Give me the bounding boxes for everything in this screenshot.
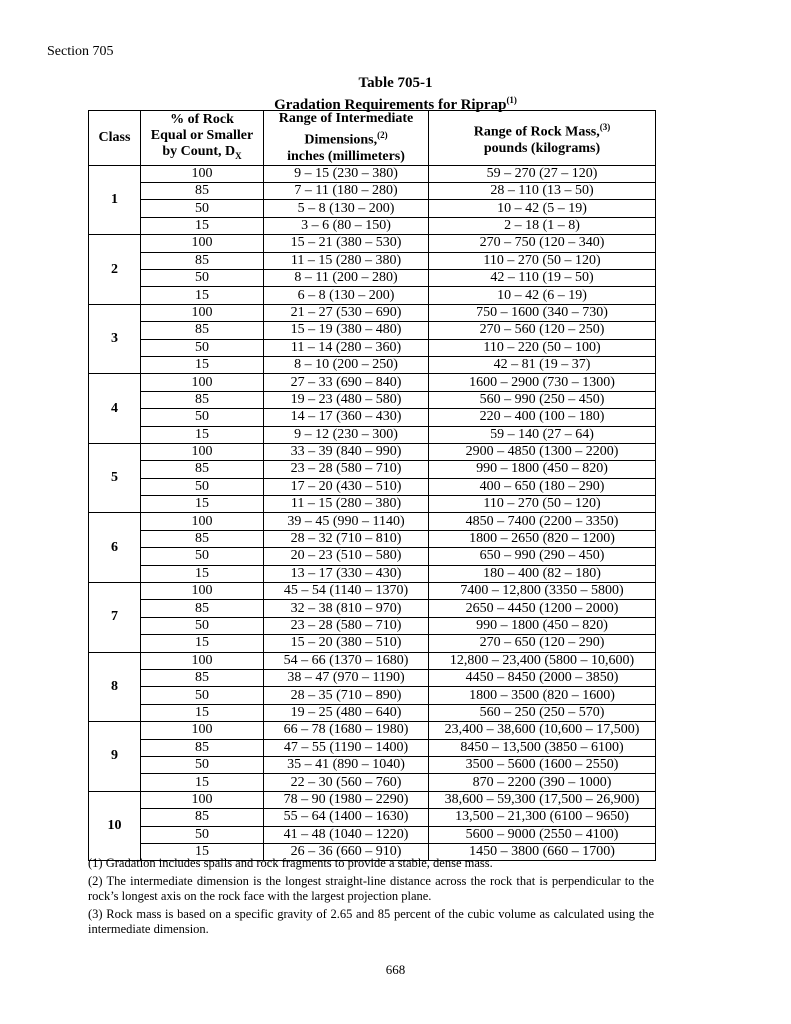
mass-cell: 1800 – 2650 (820 – 1200) [429, 530, 656, 547]
mass-cell: 990 – 1800 (450 – 820) [429, 617, 656, 634]
mass-cell: 180 – 400 (82 – 180) [429, 565, 656, 582]
dimension-cell: 15 – 19 (380 – 480) [264, 322, 429, 339]
table-number: Table 705-1 [358, 75, 433, 91]
dimension-cell: 19 – 25 (480 – 640) [264, 704, 429, 721]
table-row [89, 687, 656, 704]
dimension-cell: 9 – 12 (230 – 300) [264, 426, 429, 443]
table-row [89, 530, 656, 547]
table-row [89, 635, 656, 652]
mass-cell: 28 – 110 (13 – 50) [429, 183, 656, 200]
table-row [89, 722, 656, 739]
table-body [89, 165, 656, 861]
dimension-cell: 41 – 48 (1040 – 1220) [264, 826, 429, 843]
percent-cell: 85 [141, 600, 264, 617]
percent-cell: 15 [141, 704, 264, 721]
percent-cell: 15 [141, 843, 264, 860]
class-cell: 2 [89, 235, 141, 305]
percent-cell: 100 [141, 513, 264, 530]
class-cell: 6 [89, 513, 141, 583]
dimension-cell: 8 – 10 (200 – 250) [264, 356, 429, 373]
dimension-cell: 20 – 23 (510 – 580) [264, 548, 429, 565]
table-row [89, 809, 656, 826]
dimension-cell: 33 – 39 (840 – 990) [264, 443, 429, 460]
mass-cell: 10 – 42 (6 – 19) [429, 287, 656, 304]
dimension-cell: 19 – 23 (480 – 580) [264, 391, 429, 408]
dimension-cell: 8 – 11 (200 – 280) [264, 270, 429, 287]
table-row [89, 478, 656, 495]
table-row [89, 391, 656, 408]
table-row [89, 252, 656, 269]
percent-cell: 100 [141, 304, 264, 321]
dimension-cell: 23 – 28 (580 – 710) [264, 461, 429, 478]
dimension-cell: 9 – 15 (230 – 380) [264, 165, 429, 182]
mass-cell: 560 – 990 (250 – 450) [429, 391, 656, 408]
dimension-cell: 23 – 28 (580 – 710) [264, 617, 429, 634]
table-row [89, 183, 656, 200]
percent-cell: 15 [141, 356, 264, 373]
class-cell: 7 [89, 583, 141, 653]
footnote-2: (2) The intermediate dimension is the longest straight-line distance across the rock that is perpendicular to the rock’s longest axis on the rock face with the largest projection plane. [88, 874, 654, 903]
percent-cell: 85 [141, 252, 264, 269]
dimension-cell: 3 – 6 (80 – 150) [264, 217, 429, 234]
mass-cell: 8450 – 13,500 (3850 – 6100) [429, 739, 656, 756]
section-label: Section 705 [47, 44, 114, 59]
table-row [89, 374, 656, 391]
percent-cell: 100 [141, 443, 264, 460]
dimension-cell: 6 – 8 (130 – 200) [264, 287, 429, 304]
table-row [89, 756, 656, 773]
dimension-cell: 11 – 15 (280 – 380) [264, 496, 429, 513]
footnotes [88, 856, 654, 940]
percent-cell: 15 [141, 217, 264, 234]
mass-cell: 42 – 81 (19 – 37) [429, 356, 656, 373]
percent-cell: 85 [141, 739, 264, 756]
class-cell: 3 [89, 304, 141, 374]
percent-cell: 85 [141, 391, 264, 408]
table-row [89, 496, 656, 513]
dimension-cell: 11 – 14 (280 – 360) [264, 339, 429, 356]
percent-cell: 100 [141, 235, 264, 252]
mass-cell: 7400 – 12,800 (3350 – 5800) [429, 583, 656, 600]
class-cell: 9 [89, 722, 141, 792]
percent-cell: 50 [141, 548, 264, 565]
dimension-cell: 26 – 36 (660 – 910) [264, 843, 429, 860]
dimension-cell: 55 – 64 (1400 – 1630) [264, 809, 429, 826]
percent-cell: 100 [141, 791, 264, 808]
dimension-cell: 28 – 32 (710 – 810) [264, 530, 429, 547]
mass-cell: 2 – 18 (1 – 8) [429, 217, 656, 234]
dimension-cell: 54 – 66 (1370 – 1680) [264, 652, 429, 669]
percent-cell: 50 [141, 826, 264, 843]
mass-cell: 1600 – 2900 (730 – 1300) [429, 374, 656, 391]
dimension-cell: 17 – 20 (430 – 510) [264, 478, 429, 495]
dimension-cell: 15 – 20 (380 – 510) [264, 635, 429, 652]
dimension-cell: 15 – 21 (380 – 530) [264, 235, 429, 252]
table-row [89, 409, 656, 426]
mass-cell: 4850 – 7400 (2200 – 3350) [429, 513, 656, 530]
percent-cell: 15 [141, 426, 264, 443]
percent-cell: 50 [141, 339, 264, 356]
table-row [89, 356, 656, 373]
dimension-cell: 32 – 38 (810 – 970) [264, 600, 429, 617]
table-row [89, 617, 656, 634]
mass-cell: 2650 – 4450 (1200 – 2000) [429, 600, 656, 617]
dimension-cell: 28 – 35 (710 – 890) [264, 687, 429, 704]
percent-cell: 85 [141, 461, 264, 478]
table-row [89, 426, 656, 443]
mass-cell: 38,600 – 59,300 (17,500 – 26,900) [429, 791, 656, 808]
percent-cell: 15 [141, 287, 264, 304]
table-row [89, 270, 656, 287]
mass-cell: 13,500 – 21,300 (6100 – 9650) [429, 809, 656, 826]
percent-cell: 85 [141, 530, 264, 547]
table-row [89, 461, 656, 478]
class-cell: 1 [89, 165, 141, 235]
percent-cell: 50 [141, 756, 264, 773]
mass-cell: 650 – 990 (290 – 450) [429, 548, 656, 565]
table-row [89, 652, 656, 669]
mass-cell: 870 – 2200 (390 – 1000) [429, 774, 656, 791]
table-row [89, 600, 656, 617]
mass-cell: 990 – 1800 (450 – 820) [429, 461, 656, 478]
mass-cell: 10 – 42 (5 – 19) [429, 200, 656, 217]
mass-cell: 42 – 110 (19 – 50) [429, 270, 656, 287]
percent-cell: 15 [141, 774, 264, 791]
mass-cell: 110 – 220 (50 – 100) [429, 339, 656, 356]
mass-cell: 220 – 400 (100 – 180) [429, 409, 656, 426]
percent-cell: 100 [141, 652, 264, 669]
gradation-table [88, 110, 656, 861]
table-row [89, 739, 656, 756]
mass-cell: 400 – 650 (180 – 290) [429, 478, 656, 495]
table-row [89, 548, 656, 565]
percent-cell: 15 [141, 565, 264, 582]
mass-cell: 1800 – 3500 (820 – 1600) [429, 687, 656, 704]
class-cell: 4 [89, 374, 141, 444]
header-dimensions: Range of Intermediate Dimensions,$^{(2)}$ inches (millimeters) [264, 111, 429, 166]
mass-cell: 3500 – 5600 (1600 – 2550) [429, 756, 656, 773]
table-caption-note: (1) [506, 95, 517, 105]
table-row [89, 235, 656, 252]
dimension-cell: 39 – 45 (990 – 1140) [264, 513, 429, 530]
percent-cell: 50 [141, 200, 264, 217]
table-row [89, 791, 656, 808]
table-row [89, 200, 656, 217]
table-caption-text: Gradation Requirements for Riprap [274, 97, 507, 113]
mass-cell: 110 – 270 (50 – 120) [429, 252, 656, 269]
mass-cell: 270 – 650 (120 – 290) [429, 635, 656, 652]
percent-cell: 85 [141, 322, 264, 339]
dimension-cell: 21 – 27 (530 – 690) [264, 304, 429, 321]
mass-cell: 4450 – 8450 (2000 – 3850) [429, 669, 656, 686]
table-row [89, 322, 656, 339]
table-row [89, 583, 656, 600]
percent-cell: 50 [141, 270, 264, 287]
table-row [89, 565, 656, 582]
percent-cell: 50 [141, 617, 264, 634]
table-row [89, 774, 656, 791]
dimension-cell: 14 – 17 (360 – 430) [264, 409, 429, 426]
percent-cell: 50 [141, 687, 264, 704]
header-mass: Range of Rock Mass,$^{(3)}$ pounds (kilograms) [429, 111, 656, 166]
footnote-1: (1) Gradation includes spalls and rock fragments to provide a stable, dense mass. [88, 856, 493, 870]
percent-cell: 50 [141, 409, 264, 426]
dimension-cell: 27 – 33 (690 – 840) [264, 374, 429, 391]
table-row [89, 339, 656, 356]
percent-cell: 85 [141, 809, 264, 826]
dimension-cell: 66 – 78 (1680 – 1980) [264, 722, 429, 739]
mass-cell: 5600 – 9000 (2550 – 4100) [429, 826, 656, 843]
table-row [89, 165, 656, 182]
mass-cell: 560 – 250 (250 – 570) [429, 704, 656, 721]
mass-cell: 270 – 560 (120 – 250) [429, 322, 656, 339]
table-row [89, 304, 656, 321]
class-cell: 5 [89, 443, 141, 513]
dimension-cell: 5 – 8 (130 – 200) [264, 200, 429, 217]
mass-cell: 110 – 270 (50 – 120) [429, 496, 656, 513]
percent-cell: 15 [141, 635, 264, 652]
table-row [89, 669, 656, 686]
header-percent: % of Rock Equal or Smaller by Count, $D_X$ [141, 111, 264, 166]
percent-cell: 100 [141, 165, 264, 182]
dimension-cell: 47 – 55 (1190 – 1400) [264, 739, 429, 756]
page-number: 668 [385, 962, 406, 977]
header-row [89, 111, 656, 166]
table-row [89, 513, 656, 530]
dimension-cell: 45 – 54 (1140 – 1370) [264, 583, 429, 600]
dimension-cell: 7 – 11 (180 – 280) [264, 183, 429, 200]
percent-cell: 100 [141, 722, 264, 739]
percent-cell: 100 [141, 583, 264, 600]
mass-cell: 750 – 1600 (340 – 730) [429, 304, 656, 321]
mass-cell: 23,400 – 38,600 (10,600 – 17,500) [429, 722, 656, 739]
percent-cell: 85 [141, 183, 264, 200]
mass-cell: 270 – 750 (120 – 340) [429, 235, 656, 252]
class-cell: 8 [89, 652, 141, 722]
mass-cell: 59 – 270 (27 – 120) [429, 165, 656, 182]
table-row [89, 217, 656, 234]
class-cell: 10 [89, 791, 141, 861]
dimension-cell: 11 – 15 (280 – 380) [264, 252, 429, 269]
percent-cell: 50 [141, 478, 264, 495]
table-row [89, 287, 656, 304]
header-class: Class [89, 111, 141, 166]
table-row [89, 704, 656, 721]
dimension-cell: 78 – 90 (1980 – 2290) [264, 791, 429, 808]
footnote-3: (3) Rock mass is based on a specific gravity of 2.65 and 85 percent of the cubic volume as calculated using the intermediate dimension. [88, 907, 654, 936]
dimension-cell: 35 – 41 (890 – 1040) [264, 756, 429, 773]
dimension-cell: 22 – 30 (560 – 760) [264, 774, 429, 791]
percent-cell: 15 [141, 496, 264, 513]
table-row [89, 443, 656, 460]
percent-cell: 100 [141, 374, 264, 391]
percent-cell: 85 [141, 669, 264, 686]
dimension-cell: 13 – 17 (330 – 430) [264, 565, 429, 582]
mass-cell: 59 – 140 (27 – 64) [429, 426, 656, 443]
mass-cell: 1450 – 3800 (660 – 1700) [429, 843, 656, 860]
mass-cell: 2900 – 4850 (1300 – 2200) [429, 443, 656, 460]
dimension-cell: 38 – 47 (970 – 1190) [264, 669, 429, 686]
mass-cell: 12,800 – 23,400 (5800 – 10,600) [429, 652, 656, 669]
table-row [89, 826, 656, 843]
